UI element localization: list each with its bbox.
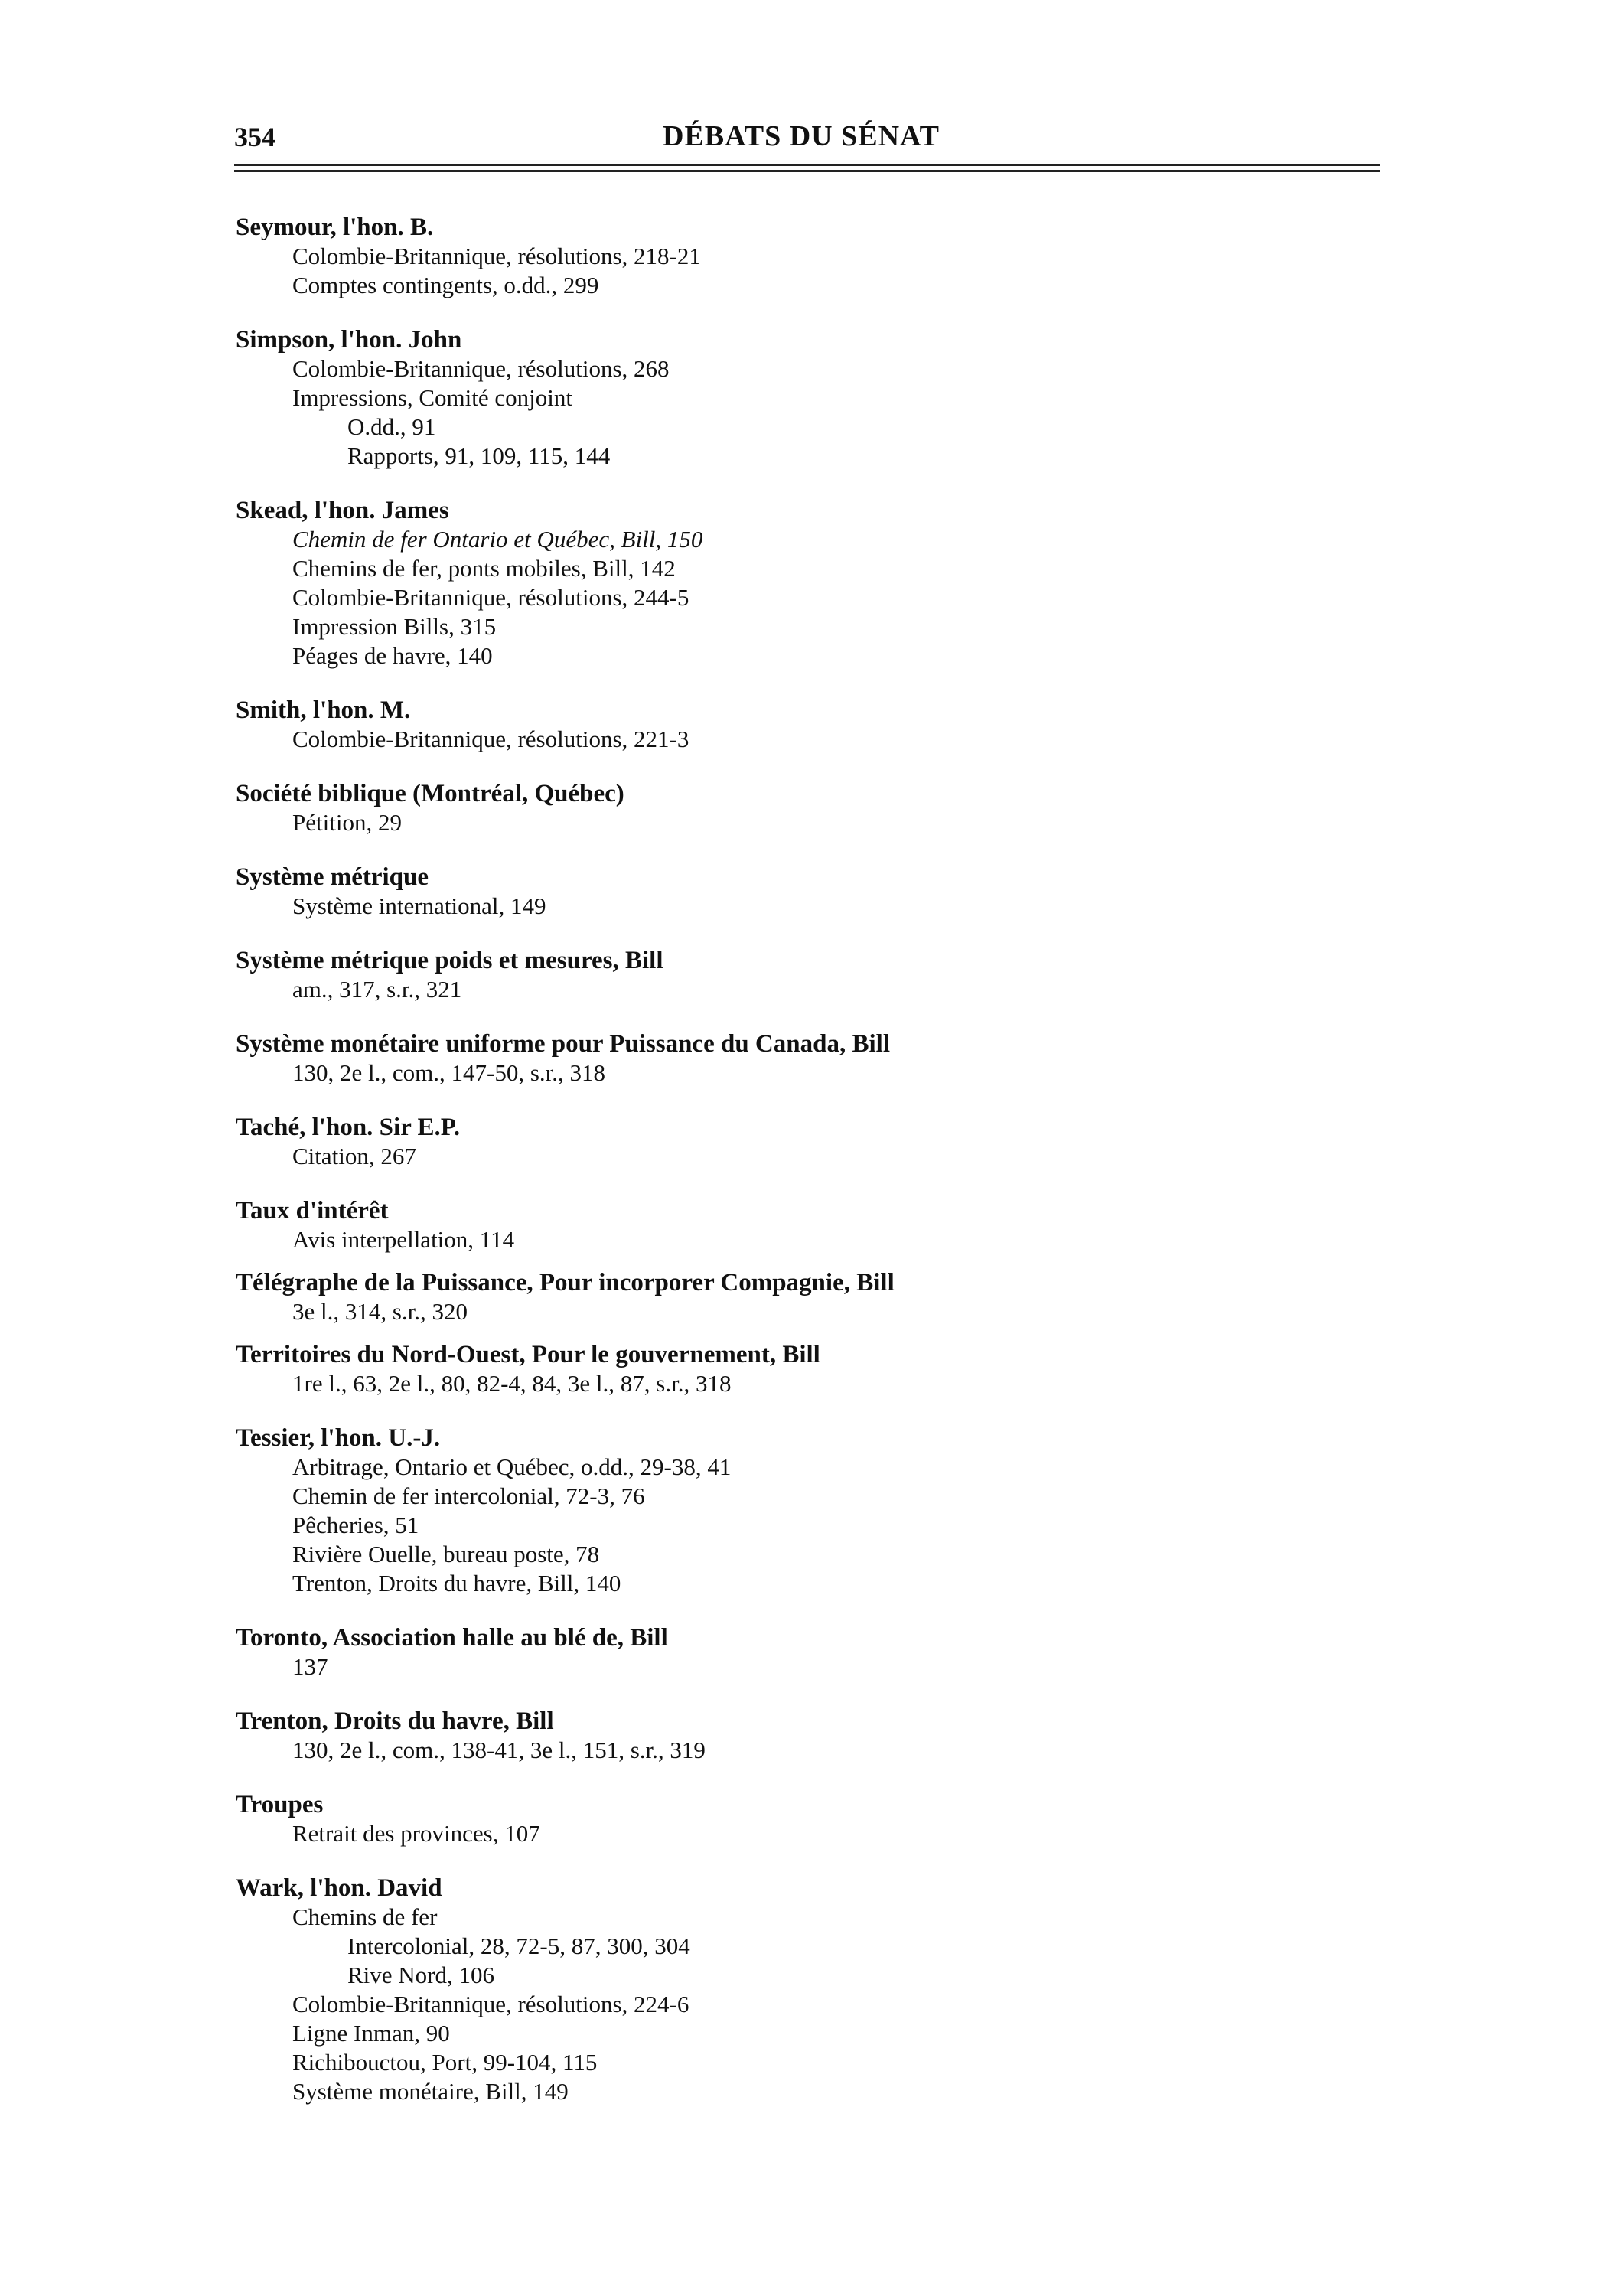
entry-subitem: Système international, 149 bbox=[292, 892, 546, 919]
entry-heading: Territoires du Nord-Ouest, Pour le gouvernement, Bill bbox=[236, 1341, 820, 1368]
entry-subitem: Péages de havre, 140 bbox=[292, 642, 493, 669]
entry-subitem: Chemins de fer, ponts mobiles, Bill, 142 bbox=[292, 555, 676, 582]
entry-heading: Trenton, Droits du havre, Bill bbox=[236, 1707, 554, 1735]
entry-heading: Toronto, Association halle au blé de, Bill bbox=[236, 1624, 668, 1652]
entry-subitem: Richibouctou, Port, 99-104, 115 bbox=[292, 2049, 598, 2076]
entry-subitem: Système monétaire, Bill, 149 bbox=[292, 2078, 569, 2105]
entry-heading: Tessier, l'hon. U.-J. bbox=[236, 1424, 441, 1452]
entry-subitem: Citation, 267 bbox=[292, 1143, 416, 1169]
index-entry bbox=[236, 946, 1368, 1004]
entry-subitem: 3e l., 314, s.r., 320 bbox=[292, 1298, 468, 1325]
entry-subitem: Rapports, 91, 109, 115, 144 bbox=[347, 442, 611, 469]
entry-subitem: Comptes contingents, o.dd., 299 bbox=[292, 272, 599, 298]
entry-heading: Smith, l'hon. M. bbox=[236, 696, 411, 724]
entry-heading: Télégraphe de la Puissance, Pour incorporer Compagnie, Bill bbox=[236, 1269, 895, 1296]
entry-subitem: Colombie-Britannique, résolutions, 218-21 bbox=[292, 243, 701, 269]
index-entry bbox=[236, 1424, 1368, 1598]
entry-subitem: Rive Nord, 106 bbox=[347, 1962, 495, 1988]
entry-subitem: Avis interpellation, 114 bbox=[292, 1226, 515, 1253]
index-entry bbox=[236, 863, 1368, 921]
index-entry bbox=[236, 1874, 1368, 2106]
entry-subitem: 130, 2e l., com., 147-50, s.r., 318 bbox=[292, 1059, 605, 1086]
header-rule-top bbox=[234, 164, 1380, 166]
entry-subitem: Impressions, Comité conjoint bbox=[292, 384, 572, 411]
index-list bbox=[236, 213, 1368, 2106]
index-entry bbox=[236, 1623, 1368, 1681]
index-entry bbox=[236, 1707, 1368, 1765]
entry-heading: Simpson, l'hon. John bbox=[236, 326, 462, 354]
entry-subitem: am., 317, s.r., 321 bbox=[292, 976, 462, 1003]
header-rule-bottom bbox=[234, 170, 1380, 172]
entry-subitem: Chemins de fer bbox=[292, 1903, 438, 1930]
index-entry bbox=[236, 213, 1368, 300]
entry-heading: Seymour, l'hon. B. bbox=[236, 214, 434, 241]
entry-subitem: Chemin de fer intercolonial, 72-3, 76 bbox=[292, 1482, 645, 1509]
entry-subitem: Retrait des provinces, 107 bbox=[292, 1820, 540, 1847]
entry-subitem: Colombie-Britannique, résolutions, 221-3 bbox=[292, 726, 689, 752]
entry-heading: Taux d'intérêt bbox=[236, 1197, 389, 1225]
entry-subitem: Chemin de fer Ontario et Québec, Bill, 150 bbox=[292, 526, 703, 553]
index-entry bbox=[236, 696, 1368, 754]
entry-subitem: 1re l., 63, 2e l., 80, 82-4, 84, 3e l., 87, s.r., 318 bbox=[292, 1370, 732, 1397]
entry-subitem: 130, 2e l., com., 138-41, 3e l., 151, s.r., 319 bbox=[292, 1737, 706, 1763]
index-entry bbox=[236, 1029, 1368, 1088]
entry-subitem: Impression Bills, 315 bbox=[292, 613, 497, 640]
entry-subitem: O.dd., 91 bbox=[347, 413, 436, 440]
entry-heading: Wark, l'hon. David bbox=[236, 1874, 442, 1902]
entry-subitem: Colombie-Britannique, résolutions, 244-5 bbox=[292, 584, 689, 611]
page-header bbox=[0, 0, 1607, 176]
entry-subitem: Pêcheries, 51 bbox=[292, 1512, 419, 1538]
entry-subitem: Rivière Ouelle, bureau poste, 78 bbox=[292, 1541, 600, 1567]
page-number: 354 bbox=[234, 122, 275, 152]
entry-subitem: 137 bbox=[292, 1653, 328, 1680]
entry-subitem: Colombie-Britannique, résolutions, 224-6 bbox=[292, 1991, 689, 2017]
entry-subitem: Trenton, Droits du havre, Bill, 140 bbox=[292, 1570, 621, 1596]
entry-heading: Troupes bbox=[236, 1791, 324, 1818]
entry-heading: Taché, l'hon. Sir E.P. bbox=[236, 1114, 461, 1141]
entry-heading: Système monétaire uniforme pour Puissance du Canada, Bill bbox=[236, 1030, 890, 1058]
entry-heading: Société biblique (Montréal, Québec) bbox=[236, 780, 624, 807]
index-entry bbox=[236, 1113, 1368, 1171]
entry-subitem: Intercolonial, 28, 72-5, 87, 300, 304 bbox=[347, 1932, 690, 1959]
index-entry bbox=[236, 1268, 1368, 1326]
entry-subitem: Pétition, 29 bbox=[292, 809, 402, 836]
running-title: DÉBATS DU SÉNAT bbox=[663, 120, 940, 152]
entry-subitem: Colombie-Britannique, résolutions, 268 bbox=[292, 355, 670, 382]
index-entry bbox=[236, 1790, 1368, 1848]
index-entry bbox=[236, 496, 1368, 670]
entry-heading: Skead, l'hon. James bbox=[236, 497, 449, 524]
index-entry bbox=[236, 1196, 1368, 1254]
index-entry bbox=[236, 779, 1368, 837]
index-entry bbox=[236, 1340, 1368, 1398]
entry-subitem: Ligne Inman, 90 bbox=[292, 2020, 450, 2047]
entry-heading: Système métrique bbox=[236, 863, 429, 891]
entry-subitem: Arbitrage, Ontario et Québec, o.dd., 29-38, 41 bbox=[292, 1453, 732, 1480]
entry-heading: Système métrique poids et mesures, Bill bbox=[236, 947, 663, 974]
index-entry bbox=[236, 325, 1368, 471]
